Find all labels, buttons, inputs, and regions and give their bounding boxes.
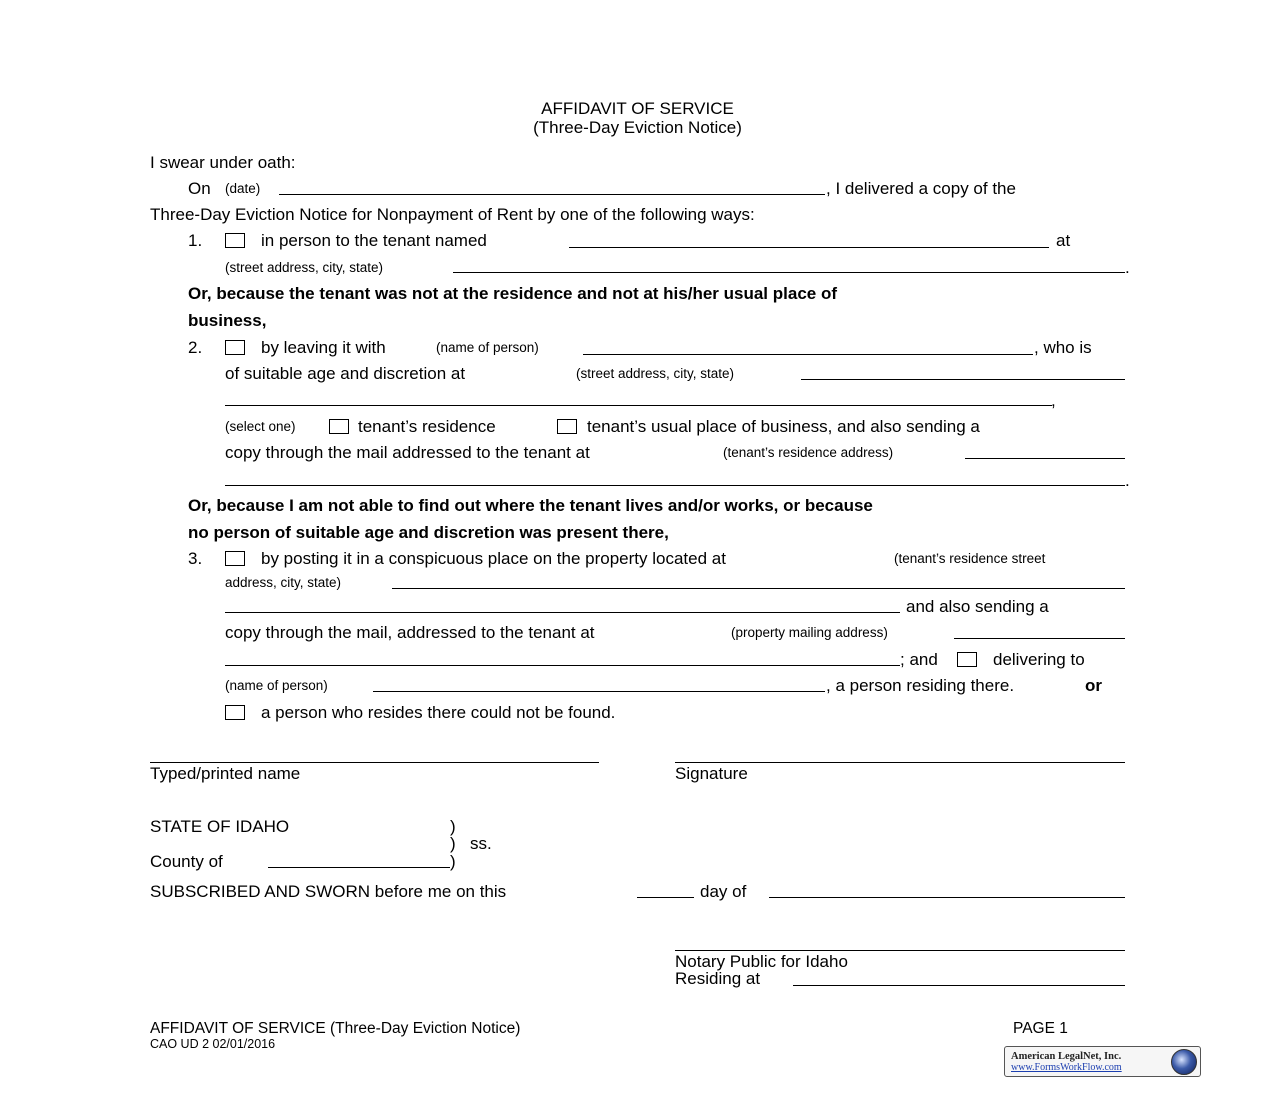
option2-address-field-2[interactable]	[225, 405, 1052, 406]
option2-comma: ,	[1051, 391, 1056, 410]
typed-name-label: Typed/printed name	[150, 764, 301, 783]
option3-name-hint: (name of person)	[225, 678, 328, 693]
footer-page-number: PAGE 1	[1013, 1020, 1068, 1037]
document-subtitle: (Three-Day Eviction Notice)	[533, 118, 742, 137]
residence-checkbox[interactable]	[329, 419, 349, 434]
delivering-text: delivering to	[993, 650, 1085, 669]
county-label: County of	[150, 852, 223, 871]
logo-company: American LegalNet, Inc.	[1011, 1051, 1122, 1062]
tenant-name-field[interactable]	[569, 247, 1049, 248]
or-text: or	[1085, 676, 1102, 695]
delivered-text: , I delivered a copy of the	[826, 179, 1016, 198]
day-field[interactable]	[637, 897, 694, 898]
residing-at-label: Residing at	[675, 969, 761, 988]
typed-name-field[interactable]	[150, 762, 599, 763]
not-found-text: a person who resides there could not be found.	[261, 703, 616, 722]
option2-mail-hint: (tenant’s residence address)	[723, 445, 894, 460]
business-checkbox[interactable]	[557, 419, 577, 434]
option3-name-field[interactable]	[373, 691, 825, 692]
notary-signature-field[interactable]	[675, 950, 1125, 951]
date-hint: (date)	[225, 181, 261, 196]
option3-also-sending: and also sending a	[906, 597, 1049, 616]
subscribed-text: SUBSCRIBED AND SWORN before me on this	[150, 882, 507, 901]
footer-form-code: CAO UD 2 02/01/2016	[150, 1037, 276, 1051]
option3-mail-field-2[interactable]	[225, 665, 900, 666]
month-year-field[interactable]	[769, 897, 1125, 898]
option1-number: 1.	[188, 231, 203, 250]
option3-and: ; and	[900, 650, 938, 669]
option1-address-field[interactable]	[453, 272, 1125, 273]
option3-address-hint-1: (tenant’s residence street	[894, 551, 1046, 566]
residence-label: tenant’s residence	[358, 417, 496, 436]
or-clause-2-line1: Or, because I am not able to find out where the tenant lives and/or works, or because	[188, 496, 873, 515]
option2-name-field[interactable]	[583, 354, 1033, 355]
document-title: AFFIDAVIT OF SERVICE	[541, 99, 734, 118]
option2-text: by leaving it with	[261, 338, 386, 357]
option2-checkbox[interactable]	[225, 340, 245, 355]
option2-mail-text: copy through the mail addressed to the tenant at	[225, 443, 590, 462]
or-clause-2-line2: no person of suitable age and discretion was present there,	[188, 523, 669, 542]
swear-text: I swear under oath:	[150, 153, 296, 172]
option2-number: 2.	[188, 338, 203, 357]
option2-mail-field-1[interactable]	[965, 458, 1125, 459]
option3-number: 3.	[188, 549, 203, 568]
option3-mail-hint: (property mailing address)	[731, 625, 888, 640]
signature-label: Signature	[675, 764, 748, 783]
venue-paren-2: )	[450, 834, 456, 853]
globe-icon	[1171, 1049, 1197, 1075]
option3-address-field-1[interactable]	[392, 588, 1125, 589]
footer-form-title: AFFIDAVIT OF SERVICE (Three-Day Eviction Notice)	[150, 1020, 521, 1037]
option3-mail-field-1[interactable]	[954, 638, 1125, 639]
on-text: On	[188, 179, 211, 198]
venue-paren-1: )	[450, 817, 456, 836]
option3-address-hint-2: address, city, state)	[225, 575, 342, 590]
state-label: STATE OF IDAHO	[150, 817, 290, 836]
day-of-text: day of	[700, 882, 747, 901]
county-field[interactable]	[268, 867, 450, 868]
option1-checkbox[interactable]	[225, 233, 245, 248]
ways-text: Three-Day Eviction Notice for Nonpayment of Rent by one of the following ways:	[150, 205, 755, 224]
option1-at: at	[1056, 231, 1071, 250]
logo-url[interactable]: www.FormsWorkFlow.com	[1011, 1062, 1122, 1073]
business-label: tenant’s usual place of business, and also sending a	[587, 417, 980, 436]
option2-address-field-1[interactable]	[801, 379, 1125, 380]
notary-title: Notary Public for Idaho	[675, 952, 848, 971]
option2-address-hint: (street address, city, state)	[576, 366, 735, 381]
option3-mail-text: copy through the mail, addressed to the tenant at	[225, 623, 595, 642]
option1-address-hint: (street address, city, state)	[225, 260, 384, 275]
date-field[interactable]	[279, 194, 825, 195]
option1-period: .	[1125, 258, 1130, 277]
option2-mail-field-2[interactable]	[225, 485, 1125, 486]
venue-paren-3: )	[450, 852, 456, 871]
option1-text: in person to the tenant named	[261, 231, 487, 250]
option3-address-field-2[interactable]	[225, 612, 900, 613]
delivering-checkbox[interactable]	[957, 652, 977, 667]
option2-period: .	[1125, 471, 1130, 490]
residing-at-field[interactable]	[793, 985, 1125, 986]
signature-field[interactable]	[675, 762, 1125, 763]
option2-suitable-text: of suitable age and discretion at	[225, 364, 466, 383]
americanlegalnet-logo[interactable]	[1004, 1046, 1201, 1077]
ss-label: ss.	[470, 834, 492, 853]
select-one-hint: (select one)	[225, 419, 296, 434]
or-clause-1-line2: business,	[188, 311, 267, 330]
or-clause-1-line1: Or, because the tenant was not at the residence and not at his/her usual place of	[188, 284, 837, 303]
option3-checkbox[interactable]	[225, 551, 245, 566]
option2-who-is: , who is	[1034, 338, 1092, 357]
option3-text: by posting it in a conspicuous place on the property located at	[261, 549, 726, 568]
residing-text: , a person residing there.	[826, 676, 1015, 695]
not-found-checkbox[interactable]	[225, 705, 245, 720]
option2-name-hint: (name of person)	[436, 340, 539, 355]
